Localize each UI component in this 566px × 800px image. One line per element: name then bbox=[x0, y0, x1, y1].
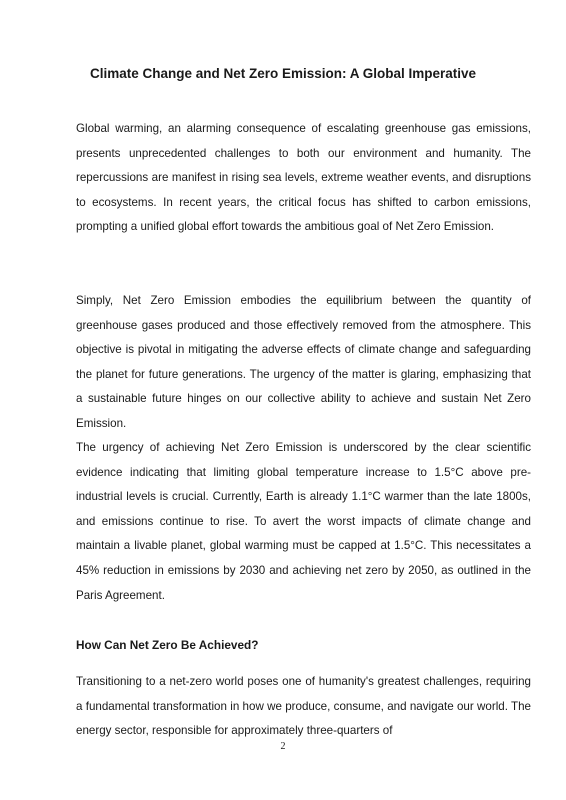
paragraph-intro: Global warming, an alarming consequence of escalating greenhouse gas emissions, presents unprecedented challenges to both our environment and humanity. The repercussions are manifest in rising sea levels, extreme weather events, and disruptions to ecosystems. In recent years, the critical focus has shifted to carbon emissions, prompting a unified global effort towards the ambitious goal of Net Zero Emission. bbox=[76, 122, 531, 234]
section-heading: How Can Net Zero Be Achieved? bbox=[76, 638, 259, 652]
paragraph-section: Transitioning to a net-zero world poses one of humanity's greatest challenges, requiring a fundamental transformation in how we produce, consume, and navigate our world. The energy sector, responsible for approximately three-quarters of bbox=[76, 675, 531, 738]
paragraph-urgency: The urgency of achieving Net Zero Emission is underscored by the clear scientific evidence indicating that limiting global temperature increase to 1.5°C above pre-industrial levels is crucial. Currently, Earth is already 1.1°C warmer than the late 1800s, and emissions continue to rise. To avert the worst impacts of climate change and maintain a livable planet, global warming must be capped at 1.5°C. This necessitates a 45% reduction in emissions by 2030 and achieving net zero by 2050, as outlined in the Paris Agreement. bbox=[76, 441, 531, 602]
paragraph-definition: Simply, Net Zero Emission embodies the equilibrium between the quantity of greenhouse gases produced and those effectively removed from the atmosphere. This objective is pivotal in mitigating the adverse effects of climate change and safeguarding the planet for future generations. The urgency of the matter is glaring, emphasizing that a sustainable future hinges on our collective ability to achieve and sustain Net Zero Emission. bbox=[76, 294, 531, 430]
page-number: 2 bbox=[280, 741, 286, 752]
document-title: Climate Change and Net Zero Emission: A Global Imperative bbox=[89, 66, 477, 81]
